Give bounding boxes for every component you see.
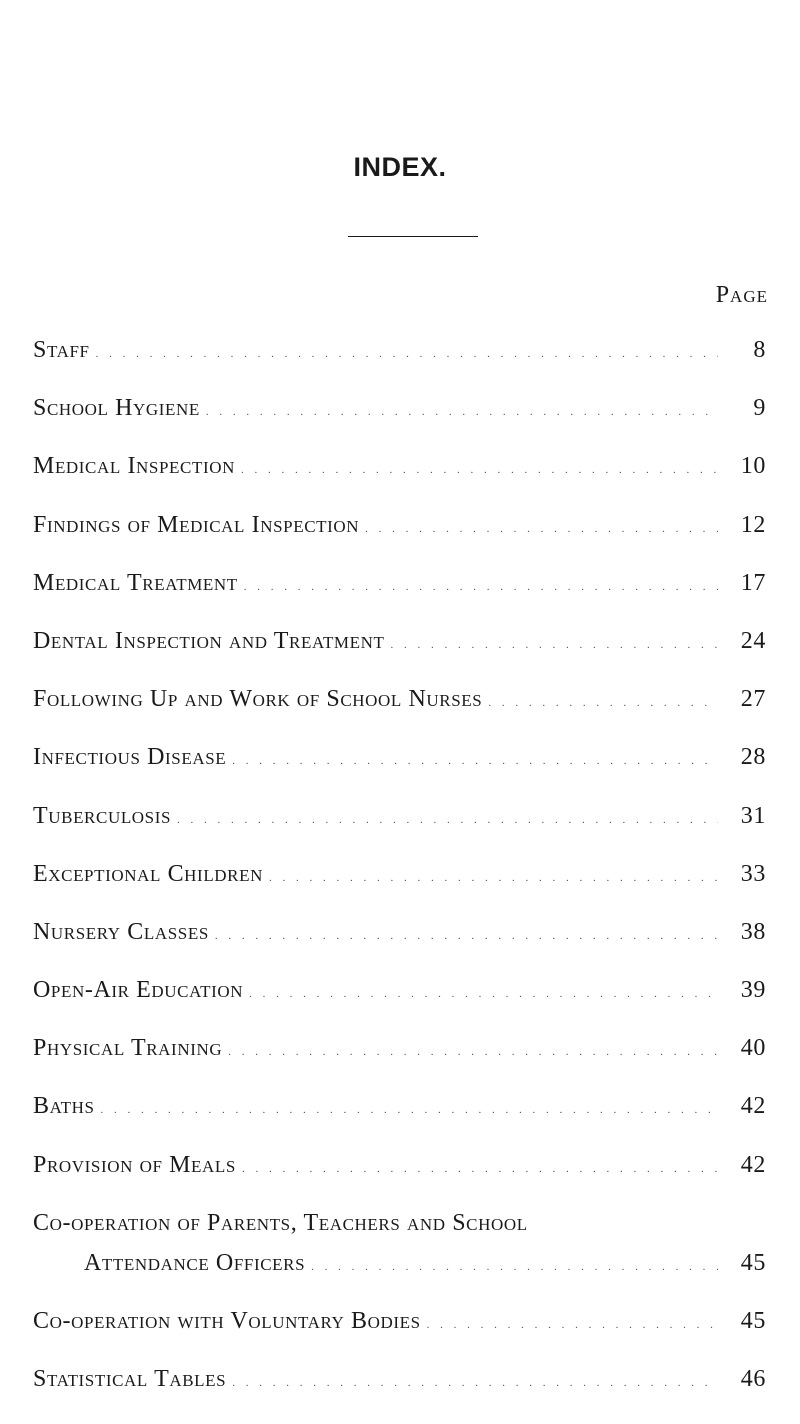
dot-leader	[215, 930, 718, 942]
index-entry	[33, 1210, 766, 1308]
entry-label: Statistical Tables	[33, 1366, 227, 1392]
entry-page-number: 38	[740, 918, 766, 945]
entry-label-line1: Co-operation of Parents, Teachers and School	[33, 1209, 528, 1236]
dot-leader	[311, 1261, 718, 1273]
dot-leader	[228, 1046, 718, 1058]
index-entry	[33, 1093, 766, 1151]
entry-page-number: 42	[740, 1093, 766, 1120]
entry-page-number: 12	[740, 511, 766, 538]
index-entry	[33, 1035, 766, 1093]
dot-leader	[242, 1163, 718, 1175]
entry-page-number: 45	[740, 1249, 766, 1276]
entry-label: Exceptional Children	[33, 860, 263, 887]
entry-label: Medical Treatment	[33, 569, 238, 596]
index-entry	[33, 453, 766, 511]
entry-label: Provision of Meals	[33, 1151, 236, 1178]
entry-label: Medical Inspection	[33, 453, 235, 480]
dot-leader	[241, 464, 718, 476]
entry-label: Physical Training	[33, 1035, 223, 1062]
index-entry	[33, 512, 766, 570]
entry-label: Tuberculosis	[33, 802, 172, 829]
index-entry	[33, 337, 766, 395]
entry-page-number: 17	[740, 569, 766, 596]
index-entry	[33, 395, 766, 453]
entry-label: Dental Inspection and Treatment	[33, 627, 385, 654]
entry-label: Findings of Medical Inspection	[33, 511, 360, 538]
dot-leader	[232, 1377, 718, 1389]
entry-page-number: 46	[740, 1366, 766, 1392]
dot-leader	[101, 1104, 718, 1116]
dot-leader	[391, 639, 719, 651]
index-entry	[33, 570, 766, 628]
page-column-heading: Page	[715, 282, 768, 308]
dot-leader	[249, 988, 718, 1000]
index-entry	[33, 977, 766, 1035]
dot-leader	[177, 814, 718, 826]
dot-leader	[244, 581, 718, 593]
entry-label: Staff	[33, 337, 90, 363]
entry-label: Nursery Classes	[33, 918, 209, 945]
entry-page-number: 40	[740, 1035, 766, 1062]
title-divider	[348, 236, 478, 237]
entry-page-number: 31	[740, 802, 766, 829]
index-entry	[33, 1308, 766, 1366]
entry-page-number: 39	[740, 977, 766, 1004]
dot-leader	[427, 1319, 718, 1331]
entry-page-number: 33	[740, 860, 766, 887]
entry-page-number: 42	[740, 1151, 766, 1178]
dot-leader	[269, 872, 718, 884]
entry-label: Following Up and Work of School Nurses	[33, 686, 483, 713]
dot-leader	[365, 523, 718, 535]
index-entry	[33, 686, 766, 744]
index-entry	[33, 628, 766, 686]
entry-page-number: 45	[740, 1307, 766, 1334]
entry-label-line2: Attendance Officers	[84, 1249, 306, 1276]
index-entry	[33, 744, 766, 802]
dot-leader	[488, 697, 718, 709]
entry-label: Infectious Disease	[33, 744, 227, 771]
index-entry	[33, 1152, 766, 1210]
entry-page-number: 8	[753, 337, 766, 363]
index-entry	[33, 919, 766, 977]
index-list	[33, 337, 766, 1424]
entry-page-number: 27	[740, 686, 766, 713]
index-entry	[33, 803, 766, 861]
entry-page-number: 10	[740, 453, 766, 480]
entry-page-number: 24	[740, 627, 766, 654]
entry-page-number: 9	[753, 395, 766, 422]
entry-label: Open-Air Education	[33, 977, 244, 1004]
dot-leader	[232, 755, 718, 767]
entry-label: School Hygiene	[33, 395, 200, 422]
entry-label: Baths	[33, 1093, 95, 1120]
entry-page-number: 28	[740, 744, 766, 771]
index-entry	[33, 861, 766, 919]
entry-label: Co-operation with Voluntary Bodies	[33, 1307, 421, 1334]
dot-leader	[96, 348, 718, 360]
dot-leader	[206, 406, 718, 418]
page-title: INDEX.	[353, 152, 447, 182]
